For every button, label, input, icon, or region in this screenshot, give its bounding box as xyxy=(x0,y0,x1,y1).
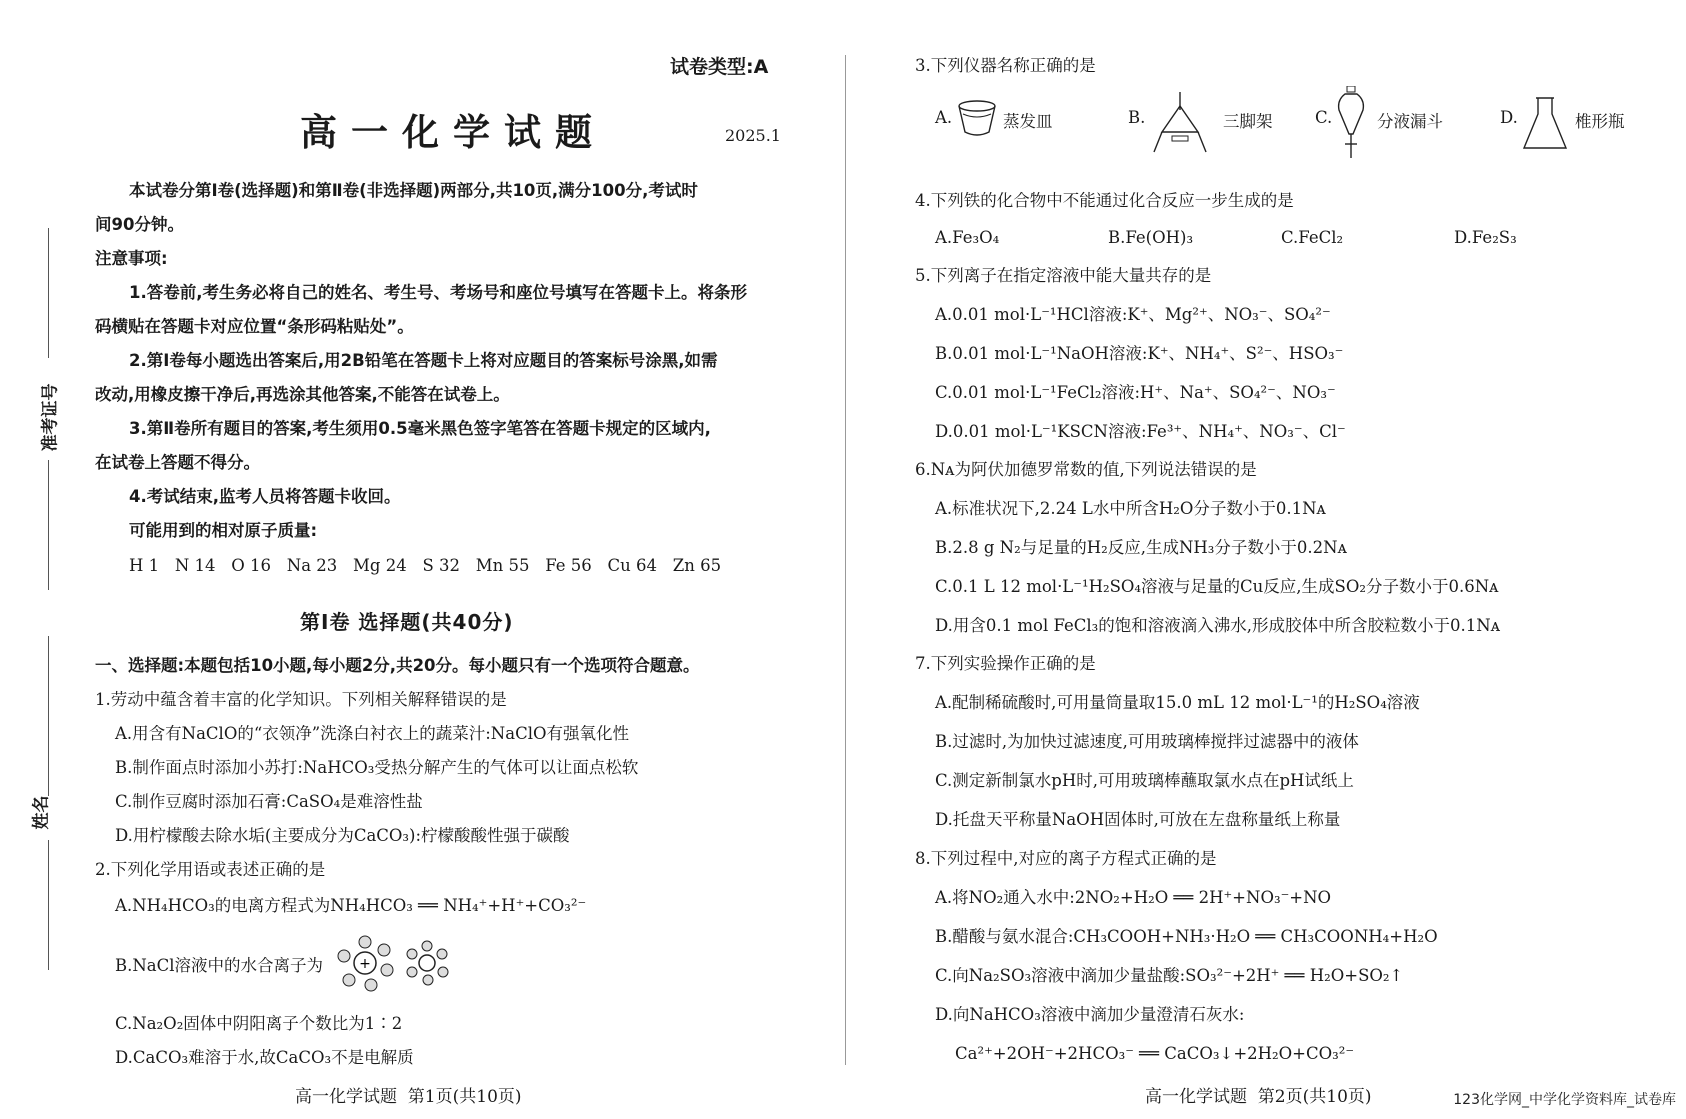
svg-text:+: + xyxy=(359,956,371,972)
q6-option-c: C.0.1 L 12 mol·L⁻¹H₂SO₄溶液与足量的Cu反应,生成SO₂分子数小于0.6Nᴀ xyxy=(935,577,1499,596)
hydrated-cation-icon xyxy=(338,936,393,991)
q1-option-d: D.用柠檬酸去除水垢(主要成分为CaCO₃):柠檬酸酸性强于碳酸 xyxy=(115,826,570,845)
page-2 xyxy=(915,0,1635,1119)
site-watermark: 123化学网_中学化学资料库_试卷库 xyxy=(1453,1092,1676,1108)
q3-option-c-name: 分液漏斗 xyxy=(1377,112,1443,131)
atomic-heading: 可能用到的相对原子质量: xyxy=(129,521,318,540)
q8-option-a: A.将NO₂通入水中:2NO₂+H₂O ══ 2H⁺+NO₃⁻+NO xyxy=(935,888,1332,907)
question-7: 7.下列实验操作正确的是 xyxy=(915,654,1096,673)
exam-id-line xyxy=(48,460,49,590)
note-2b: 改动,用橡皮擦干净后,再选涂其他答案,不能答在试卷上。 xyxy=(95,385,510,404)
q1-option-b: B.制作面点时添加小苏打:NaHCO₃受热分解产生的气体可以让面点松软 xyxy=(115,758,639,777)
q7-option-c: C.测定新制氯水pH时,可用玻璃棒蘸取氯水点在pH试纸上 xyxy=(935,771,1354,790)
question-1: 1.劳动中蕴含着丰富的化学知识。下列相关解释错误的是 xyxy=(95,690,507,709)
note-3b: 在试卷上答题不得分。 xyxy=(95,453,260,472)
question-2: 2.下列化学用语或表述正确的是 xyxy=(95,860,326,879)
conical-flask-icon xyxy=(1520,96,1570,152)
question-5: 5.下列离子在指定溶液中能大量共存的是 xyxy=(915,266,1212,285)
page-1 xyxy=(95,0,785,1119)
q3-option-a-name: 蒸发皿 xyxy=(1003,112,1053,131)
part-one-heading: 一、选择题:本题包括10小题,每小题2分,共20分。每小题只有一个选项符合题意。 xyxy=(95,656,700,675)
q7-option-d: D.托盘天平称量NaOH固体时,可放在左盘称量纸上称量 xyxy=(935,810,1341,829)
page-1-footer: 高一化学试题 第1页(共10页) xyxy=(295,1087,522,1107)
q5-option-c: C.0.01 mol·L⁻¹FeCl₂溶液:H⁺、Na⁺、SO₄²⁻、NO₃⁻ xyxy=(935,383,1336,402)
separatory-funnel-icon xyxy=(1333,86,1369,166)
evaporating-dish-icon xyxy=(955,96,999,140)
note-1b: 码横贴在答题卡对应位置“条形码粘贴处”。 xyxy=(95,317,414,336)
q2-option-c: C.Na₂O₂固体中阴阳离子个数比为1∶2 xyxy=(115,1014,403,1033)
q3-instruments xyxy=(935,88,1635,158)
note-2a: 2.第Ⅰ卷每小题选出答案后,用2B铅笔在答题卡上将对应题目的答案标号涂黑,如需 xyxy=(129,351,718,370)
atomic-masses: H 1 N 14 O 16 Na 23 Mg 24 S 32 Mn 55 Fe 56 Cu 64 Zn 65 xyxy=(129,556,722,575)
q6-option-a: A.标准状况下,2.24 L水中所含H₂O分子数小于0.1Nᴀ xyxy=(935,499,1326,518)
intro-line-2: 间90分钟。 xyxy=(95,215,184,234)
q7-option-b: B.过滤时,为加快过滤速度,可用玻璃棒搅拌过滤器中的液体 xyxy=(935,732,1359,751)
q3-option-d-letter: D. xyxy=(1500,108,1518,127)
question-4: 4.下列铁的化合物中不能通过化合反应一步生成的是 xyxy=(915,191,1294,210)
exam-type: 试卷类型:A xyxy=(670,56,769,78)
question-3: 3.下列仪器名称正确的是 xyxy=(915,56,1096,75)
intro-line-1: 本试卷分第Ⅰ卷(选择题)和第Ⅱ卷(非选择题)两部分,共10页,满分100分,考试时 xyxy=(129,181,698,200)
note-4: 4.考试结束,监考人员将答题卡收回。 xyxy=(129,487,401,506)
q4-option-a: A.Fe₃O₄ xyxy=(935,228,1000,247)
q3-option-a-letter: A. xyxy=(935,108,953,127)
hydrated-ions-figure xyxy=(335,932,455,994)
q8-option-d: D.向NaHCO₃溶液中滴加少量澄清石灰水: xyxy=(935,1005,1245,1024)
q6-option-b: B.2.8 g N₂与足量的H₂反应,生成NH₃分子数小于0.2Nᴀ xyxy=(935,538,1347,557)
q7-option-a: A.配制稀硫酸时,可用量筒量取15.0 mL 12 mol·L⁻¹的H₂SO₄溶液 xyxy=(935,693,1420,712)
note-3a: 3.第Ⅱ卷所有题目的答案,考生须用0.5毫米黑色签字笔答在答题卡规定的区域内, xyxy=(129,419,711,438)
name-label: 姓名 xyxy=(31,795,52,830)
exam-id-line-top xyxy=(48,228,49,358)
q6-option-d: D.用含0.1 mol FeCl₃的饱和溶液滴入沸水,形成胶体中所含胶粒数小于0.1Nᴀ xyxy=(935,616,1501,635)
paper-title: 高一化学试题 xyxy=(300,111,606,154)
q4-option-c: C.FeCl₂ xyxy=(1281,228,1344,247)
exam-id-label: 准考证号 xyxy=(40,383,61,452)
note-1a: 1.答卷前,考生务必将自己的姓名、考生号、考场号和座位号填写在答题卡上。将条形 xyxy=(129,283,748,302)
q5-option-a: A.0.01 mol·L⁻¹HCl溶液:K⁺、Mg²⁺、NO₃⁻、SO₄²⁻ xyxy=(935,305,1331,324)
q2-option-a: A.NH₄HCO₃的电离方程式为NH₄HCO₃ ══ NH₄⁺+H⁺+CO₃²⁻ xyxy=(115,896,587,915)
hydrated-anion-icon xyxy=(407,941,448,985)
q5-option-d: D.0.01 mol·L⁻¹KSCN溶液:Fe³⁺、NH₄⁺、NO₃⁻、Cl⁻ xyxy=(935,422,1346,441)
notes-heading: 注意事项: xyxy=(95,249,168,268)
q5-option-b: B.0.01 mol·L⁻¹NaOH溶液:K⁺、NH₄⁺、S²⁻、HSO₃⁻ xyxy=(935,344,1344,363)
q4-option-d: D.Fe₂S₃ xyxy=(1454,228,1517,247)
exam-date: 2025.1 xyxy=(725,126,781,145)
q3-option-b-letter: B. xyxy=(1128,108,1146,127)
q2-option-b: B.NaCl溶液中的水合离子为 xyxy=(115,956,324,975)
q8-option-b: B.醋酸与氨水混合:CH₃COOH+NH₃·H₂O ══ CH₃COONH₄+H₂O xyxy=(935,927,1438,946)
q1-option-c: C.制作豆腐时添加石膏:CaSO₄是难溶性盐 xyxy=(115,792,423,811)
q3-option-d-name: 椎形瓶 xyxy=(1575,112,1625,131)
q4-option-b: B.Fe(OH)₃ xyxy=(1108,228,1194,247)
q3-option-b-name: 三脚架 xyxy=(1223,112,1273,131)
question-6: 6.Nᴀ为阿伏加德罗常数的值,下列说法错误的是 xyxy=(915,460,1257,479)
q2-option-d: D.CaCO₃难溶于水,故CaCO₃不是电解质 xyxy=(115,1048,414,1067)
q8-option-c: C.向Na₂SO₃溶液中滴加少量盐酸:SO₃²⁻+2H⁺ ══ H₂O+SO₂↑ xyxy=(935,966,1404,985)
page-2-footer: 高一化学试题 第2页(共10页) xyxy=(1145,1087,1372,1107)
q1-option-a: A.用含有NaClO的“衣领净”洗涤白衬衣上的蔬菜汁:NaClO有强氧化性 xyxy=(115,724,629,743)
q3-option-c-letter: C. xyxy=(1315,108,1333,127)
question-8: 8.下列过程中,对应的离子方程式正确的是 xyxy=(915,849,1217,868)
page-divider xyxy=(845,55,846,1065)
q8-option-d-equation: Ca²⁺+2OH⁻+2HCO₃⁻ ══ CaCO₃↓+2H₂O+CO₃²⁻ xyxy=(955,1044,1355,1063)
section-1-title: 第Ⅰ卷 选择题(共40分) xyxy=(300,610,514,634)
name-line-top xyxy=(48,636,49,796)
tripod-icon xyxy=(1150,88,1210,158)
binding-sidebar xyxy=(0,0,80,1119)
name-line xyxy=(48,840,49,970)
